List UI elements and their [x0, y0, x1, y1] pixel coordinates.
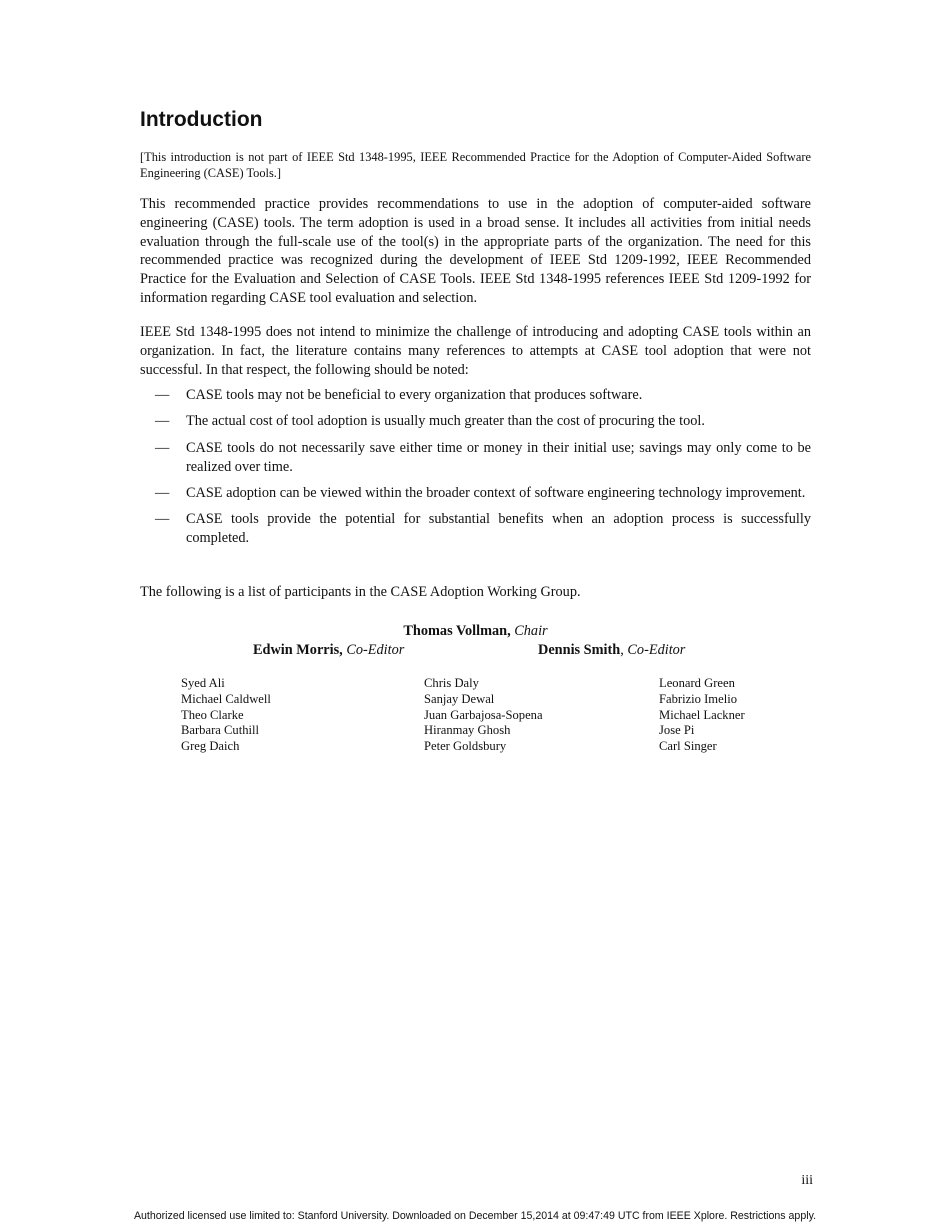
list-item — [140, 510, 811, 548]
participant-name: Hiranmay Ghosh — [424, 723, 511, 738]
list-item-text: CASE tools do not necessarily save either time or money in their initial use; savings may only come to be realized over time. — [186, 439, 811, 475]
participant-name: Michael Caldwell — [181, 691, 271, 706]
paragraph-challenge: IEEE Std 1348-1995 does not intend to minimize the challenge of introducing and adopting CASE tools within an organization. In fact, the literature contains many references to attempts at CASE tool adoption that were not successful. In that respect, the following should be noted: — [140, 324, 811, 378]
participant-name: Jose Pi — [659, 723, 695, 738]
participants-column-1 — [181, 676, 271, 755]
chair-name: Thomas Vollman, — [403, 623, 511, 639]
list-item — [140, 412, 811, 431]
dash-marker: — — [155, 387, 170, 403]
list-item — [140, 386, 811, 405]
list-item-text: CASE tools may not be beneficial to every organization that produces software. — [186, 387, 643, 403]
participant-name: Carl Singer — [659, 739, 717, 754]
participant-name: Sanjay Dewal — [424, 691, 495, 706]
list-item — [140, 439, 811, 477]
list-item-text: The actual cost of tool adoption is usually much greater than the cost of procuring the tool. — [186, 413, 705, 430]
introduction-note: [This introduction is not part of IEEE Std 1348-1995, IEEE Recommended Practice for the Adoption of Computer-Aided Software Engineering (CASE) Tools.] — [140, 150, 811, 180]
chair-role: Chair — [514, 623, 548, 639]
dash-marker: — — [155, 511, 170, 528]
editor-name: Dennis Smith — [538, 642, 621, 658]
participant-name: Syed Ali — [181, 676, 225, 690]
participant-name: Theo Clarke — [181, 707, 244, 722]
editor-name: Edwin Morris, — [253, 642, 343, 658]
dash-marker: — — [155, 413, 170, 430]
page-number: iii — [801, 1173, 813, 1188]
notes-list — [140, 386, 811, 556]
paragraph-participants-intro: The following is a list of participants in the CASE Adoption Working Group. — [140, 584, 581, 600]
editor-separator: , — [620, 642, 624, 658]
editor-role: Co-Editor — [627, 642, 686, 658]
chair-line — [140, 622, 811, 641]
participant-name: Barbara Cuthill — [181, 723, 259, 738]
participant-name: Fabrizio Imelio — [659, 691, 737, 706]
page-title: Introduction — [140, 108, 263, 131]
editor-role: Co-Editor — [346, 642, 405, 658]
participants-column-3 — [659, 676, 745, 755]
participant-name: Michael Lackner — [659, 707, 745, 722]
participant-name: Chris Daly — [424, 676, 479, 690]
list-item-text: CASE tools provide the potential for substantial benefits when an adoption process is successfully completed. — [186, 511, 811, 547]
paragraph-purpose: This recommended practice provides recommendations to use in the adoption of computer-aided software engineering (CASE) tools. The term adoption is used in a broad sense. It includes all activities from initial needs evaluation through the full-scale use of the tool(s) in the appropriate parts of the organization. The need for this recommended practice was recognized during the development of IEEE Std 1209-1992, IEEE Recommended Practice for the Evaluation and Selection of CASE Tools. IEEE Std 1348-1995 references IEEE Std 1209-1992 for information regarding CASE tool evaluation and selection. — [140, 196, 811, 306]
list-item-text: CASE adoption can be viewed within the broader context of software engineering technology improvement. — [186, 484, 806, 501]
license-footer: Authorized licensed use limited to: Stanford University. Downloaded on December 15,2014 at 09:47:49 UTC from IEEE Xplore. Restrictions apply. — [133, 1210, 817, 1222]
participant-name: Juan Garbajosa-Sopena — [424, 707, 543, 722]
dash-marker: — — [155, 439, 170, 456]
participant-name: Greg Daich — [181, 739, 240, 754]
editor-entry — [253, 641, 404, 660]
dash-marker: — — [155, 484, 170, 501]
editor-entry — [538, 641, 685, 660]
participants-column-2 — [424, 676, 543, 755]
list-item — [140, 484, 811, 503]
participant-name: Peter Goldsbury — [424, 739, 507, 754]
participant-name: Leonard Green — [659, 676, 735, 690]
